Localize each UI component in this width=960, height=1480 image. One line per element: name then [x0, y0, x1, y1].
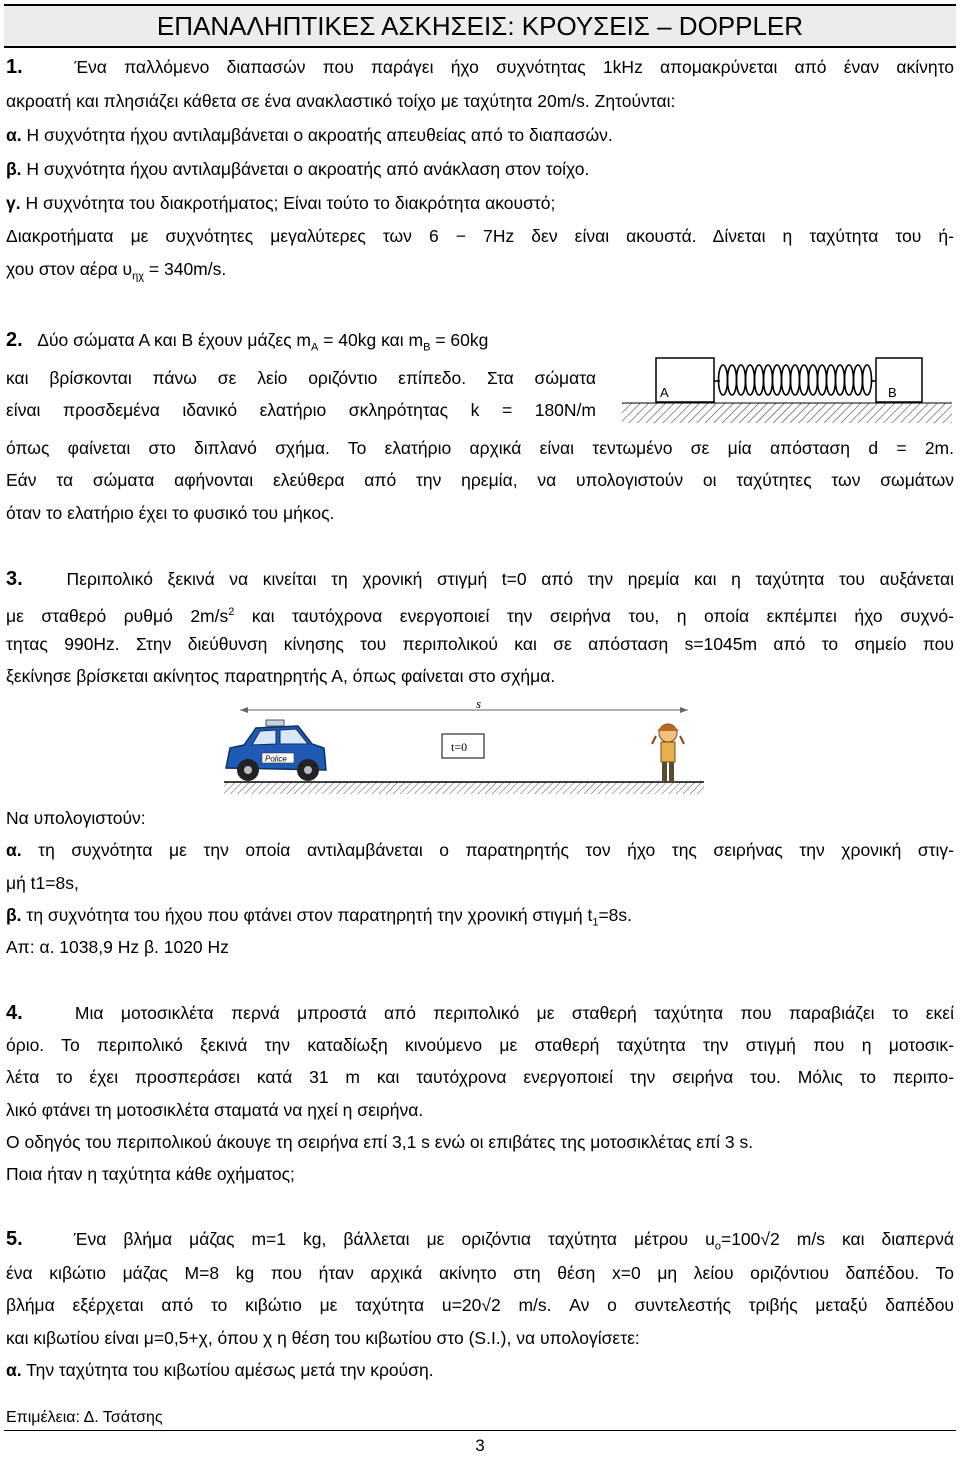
footer-rule — [4, 1430, 956, 1431]
arrow-right-head — [680, 707, 688, 713]
title-banner — [4, 4, 956, 48]
p1-b-text: Η συχνότητα ήχου αντιλαμβάνεται ο ακροατής από ανάκλαση στον τοίχο. — [26, 159, 590, 179]
p2-text4: όπως φαίνεται στο διπλανό σχήμα. Το ελατήριο αρχικά είναι τεντωμένο σε μία απόσταση d = 2m. — [6, 438, 954, 458]
p2-text2: και βρίσκονται πάνω σε λείο οριζόντιο επίπεδο. Στα σώματα — [6, 368, 596, 388]
p1-c-label: γ. — [6, 193, 21, 213]
p5-l1-pre: Ένα βλήμα μάζας m=1 kg, βάλλεται με οριζόντια ταχύτητα μέτρου u — [73, 1229, 715, 1249]
p5-a-text: Την ταχύτητα του κιβωτίου αμέσως μετά την κρούση. — [26, 1360, 434, 1380]
p3-qa-line1 — [6, 838, 954, 862]
police-figure — [220, 698, 725, 803]
p2-line1 — [6, 328, 488, 360]
p5-line1 — [6, 1227, 954, 1259]
time-label: t=0 — [451, 740, 468, 754]
p3-qb-pre: τη συχνότητα του ήχου που φτάνει στον παρατηρητή την χρονική στιγμή t — [26, 905, 593, 925]
distance-label: s — [476, 698, 482, 711]
police-text: Police — [265, 754, 287, 764]
p3-qb-label: β. — [6, 905, 22, 925]
observer-figure — [652, 724, 684, 782]
p4-text3: λέτα το έχει προσπεράσει κατά 31 m και ταυτόχρονα ενεργοποιεί την σειρήνα του. Μόλις το περιπο- — [6, 1067, 954, 1087]
arrow-left-head — [240, 707, 248, 713]
p3-qa-line2: μή t1=8s, — [6, 873, 79, 893]
p4-text5: Ο οδηγός του περιπολικού άκουγε τη σειρήνα επί 3,1 s ενώ οι επιβάτες της μοτοσικλέτας επί 3 s. — [6, 1132, 754, 1152]
p3-qb-sub: 1 — [592, 916, 599, 929]
page-number: 3 — [475, 1436, 485, 1455]
p5-number: 5. — [6, 1228, 23, 1250]
p3-l2-sup: 2 — [228, 606, 235, 618]
p1-a-text: Η συχνότητα ήχου αντιλαμβάνεται ο ακροατής απευθείας από το διαπασών. — [26, 125, 613, 145]
spring-coils — [714, 365, 876, 395]
p1-line1 — [6, 55, 954, 79]
p3-answer: Απ: α. 1038,9 Hz β. 1020 Hz — [6, 937, 229, 957]
p3-text4: ξεκίνησε βρίσκεται ακίνητος παρατηρητής Α, όπως φαίνεται στο σχήμα. — [6, 666, 556, 686]
p5-text4: και κιβωτίου είναι μ=0,5+χ, όπου χ η θέση του κιβωτίου στο (S.I.), να υπολογίσετε: — [6, 1328, 640, 1348]
p1-item-a — [6, 123, 613, 147]
p5-item-a — [6, 1358, 434, 1382]
block-b — [876, 358, 922, 402]
p1-text-d: Διακροτήματα με συχνότητες μεγαλύτερες των 6 − 7Hz δεν είναι ακουστά. Δίνεται η ταχύτητα του ή- — [6, 226, 954, 246]
p3-l2-post: και ταυτόχρονα ενεργοποιεί την σειρήνα του, η οποία εκπέμπει ήχο συχνό- — [234, 605, 954, 626]
p4-text6: Ποια ήταν η ταχύτητα κάθε οχήματος; — [6, 1164, 295, 1184]
p1-text1: Ένα παλλόμενο διαπασών που παράγει ήχο συχνότητας 1kHz απομακρύνεται από έναν ακίνητο — [74, 57, 954, 77]
p4-number: 4. — [6, 1002, 23, 1024]
road-hatch — [224, 782, 704, 794]
p5-text3: βλήμα εξέρχεται από το κιβώτιο με ταχύτητα u=20√2 m/s. Αν ο συντελεστής τριβής μεταξύ δαπέδου — [6, 1295, 954, 1315]
p3-qb-post: =8s. — [598, 905, 633, 925]
p1-item-c — [6, 191, 555, 215]
p2-l1-pre: Δύο σώματα Α και Β έχουν μάζες m — [37, 330, 312, 350]
p3-line1 — [6, 567, 954, 591]
p2-l1-subA: A — [311, 341, 319, 354]
p1-item-b — [6, 157, 589, 181]
p4-text1: Μια μοτοσικλέτα περνά μπροστά από περιπολικό με σταθερή ταχύτητα που παραβιάζει το εκεί — [74, 1003, 954, 1023]
p2-text6: όταν το ελατήριο έχει το φυσικό του μήκος. — [6, 503, 335, 523]
p3-qa-label: α. — [6, 840, 22, 860]
p3-l2-pre: με σταθερό ρυθμό 2m/s — [6, 605, 229, 626]
p2-text5: Εάν τα σώματα αφήνονται ελεύθερα από την ηρεμία, να υπολογιστούν οι ταχύτητες των σωμάτων — [6, 470, 954, 490]
p3-question-intro: Να υπολογιστούν: — [6, 808, 146, 828]
p2-l1-post: = 60kg — [430, 330, 489, 350]
block-b-label: B — [888, 385, 897, 400]
p2-l1-subB: B — [423, 341, 431, 354]
p1-e-sub: ηχ — [132, 270, 145, 283]
p5-text2: ένα κιβώτιο μάζας Μ=8 kg που ήταν αρχικά ακίνητο στη θέση x=0 μη λείου οριζόντιου δαπέδου. Το — [6, 1263, 954, 1283]
p1-e-pre: χου στον αέρα υ — [6, 259, 133, 279]
ground-hatch — [622, 403, 952, 423]
p3-text3: τητας 990Hz. Στην διεύθυνση κίνησης του περιπολικού και σε απόσταση s=1045m από το σημείο που — [6, 634, 954, 654]
p5-l1-post: =100√2 m/s και διαπερνά — [720, 1229, 954, 1249]
p3-text2 — [6, 600, 954, 628]
p3-text1: Περιπολικό ξεκινά να κινείται τη χρονική στιγμή t=0 από την ηρεμία και η ταχύτητα του αυξάνεται — [66, 569, 954, 589]
police-car — [226, 720, 326, 781]
p1-c-text: Η συχνότητα του διακροτήματος; Είναι τούτο το διακρότητα ακουστό; — [25, 193, 556, 213]
p1-text-e — [6, 257, 226, 289]
p5-l1-sub: o — [714, 1240, 721, 1253]
p5-a-label: α. — [6, 1360, 22, 1380]
footer-editor: Επιμέλεια: Δ. Τσάτσης — [6, 1409, 163, 1426]
p3-number: 3. — [6, 568, 23, 590]
p1-b-label: β. — [6, 159, 22, 179]
p4-line1 — [6, 1001, 954, 1025]
p3-qb-line — [6, 903, 632, 935]
p1-e-post: = 340m/s. — [144, 259, 227, 279]
p1-number: 1. — [6, 56, 23, 78]
block-a-label: A — [660, 385, 669, 400]
p1-text2: ακροατή και πλησιάζει κάθετα σε ένα ανακλαστικό τοίχο με ταχύτητα 20m/s. Ζητούνται: — [6, 91, 676, 111]
p2-text3: είναι προσδεμένα ιδανικό ελατήριο σκληρότητας k = 180N/m — [6, 400, 596, 420]
spring-figure — [620, 355, 955, 427]
p3-qa-text1: τη συχνότητα με την οποία αντιλαμβάνεται ο παρατηρητής τον ήχο της σειρήνας την χρονική στιγ- — [38, 840, 954, 860]
p2-number: 2. — [6, 329, 23, 351]
p4-text2: όριο. Το περιπολικό ξεκινά την καταδίωξη κινούμενο με σταθερή ταχύτητα την στιγμή που η μοτοσικ- — [6, 1035, 954, 1055]
p4-text4: λικό φτάνει τη μοτοσικλέτα σταματά να ηχεί η σειρήνα. — [6, 1100, 424, 1120]
page-title: ΕΠΑΝΑΛΗΠΤΙΚΕΣ ΑΣΚΗΣΕΙΣ: ΚΡΟΥΣΕΙΣ – DOPPLER — [156, 11, 804, 41]
p1-a-label: α. — [6, 125, 22, 145]
p2-l1-mid: = 40kg και m — [318, 330, 424, 350]
